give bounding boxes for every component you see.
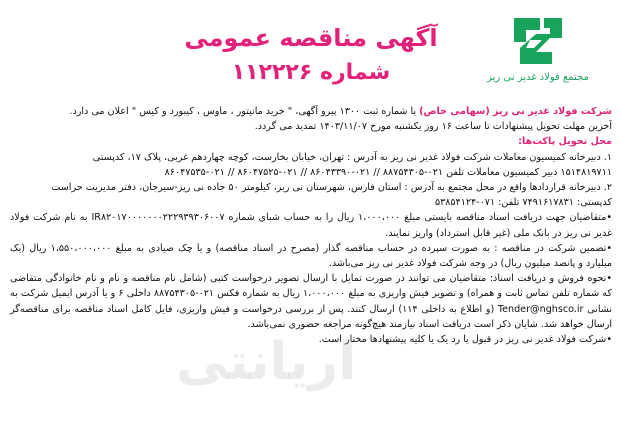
delivery-item-1: ۱. دبیرخانه کمیسیون معاملات شرکت فولاد غدیر نی ریز به آدرس : تهران، خیابان بخارست، کوچه چهاردهم غربی، پلاک ۱۷، کدپستی (92, 151, 612, 163)
bullet-payment: •متقاضیان جهت دریافت اسناد مناقصه بایستی مبلغ ۱،۰۰۰،۰۰۰ ریال را به حساب شبای شماره IR۸۲۰۱۷۰۰۰۰۰۰۰۲۲۲۹۳۹۳۰۶۰۰۷ به نام شرکت فولاد غدیر نی ریز در بانک ملی (غیر قابل استرداد) واریز نمایند. (10, 212, 612, 239)
delivery-heading: محل تحویل پاکت‌ها: (518, 136, 612, 148)
bullet-rights: •شرکت فولاد غدیر نی ریز در قبول یا رد یک یا کلیه پیشنهادها مختار است. (318, 333, 612, 345)
company-name: شرکت فولاد غدیر نی ریز (سهامی خاص) (419, 106, 612, 117)
deadline-line: آخرین مهلت تحویل پیشنهادات تا ساعت ۱۶ روز یکشنبه مورخ ۱۴۰۳/۱۱/۰۷ تمدید می گردد. (254, 121, 612, 133)
watermark-text: اریانتی (176, 332, 357, 392)
bullet-guarantee: •تضمین شرکت در مناقصه : به صورت سپرده در حساب مناقصه گذار (مصرح در اسناد مناقصه) و یا چک صیادی به مبلغ ۱،۵۵۰،۰۰۰،۰۰۰ ریال (یک میلیارد و پانصد میلیون ریال) در وجه شرکت فولاد غدیر نی ریز می‌باشد. (10, 242, 612, 269)
delivery-item-2: ۲. دبیرخانه قراردادها واقع در محل مجتمع به آدرس : استان فارس، شهرستان نی ریز، کیلومتر ۵۰ جاده نی ریز-سیرجان، دفتر مدیریت حراست (51, 181, 612, 193)
logo-text: مجتمع فولاد غدیر نی ریز (487, 72, 589, 83)
delivery-item-1-contact: ۱۵۱۴۸۱۹۷۱۱ دبیر کمیسیون معاملات تلفن ۰۲۱-۸۸۷۵۴۳۰۵ // ۰۲۱-۸۶۰۴۳۳۹۰ // ۰۲۱-۸۶۰۴۷۵۲۵ // ۰۲۱-۸۶۰۴۷۵۳۵ (164, 166, 612, 178)
intro-line (10, 104, 612, 119)
delivery-item-2-contact: کدپستی: ۷۴۹۱۶۱۷۸۳۱ تلفن: ۰۷۱-۵۳۸۵۴۱۲۴ (434, 197, 612, 209)
ad-body (10, 104, 612, 347)
bullet-documents: •نحوه فروش و دریافت اسناد: متقاضیان می توانند در صورت تمایل با ارسال تصویر درخواست کتبی (شامل نام مناقصه و نام و نام خانوادگی متقاضی که شماره تلفن تماس ثابت و همراه) و تصویر فیش واریزی به مبلغ ۱،۰۰۰،۰۰۰ ریال به شماره فکس ۰۲۱-۸۸۷۵۴۳۰۵ داخلی ۶ و یا آدرس ایمیل شرکت به نشانی Tender@nghsco.ir (و اطلاع به داخلی ۱۱۴) ارسال کنند. پس از بررسی درخواست و فیش واریزی، فایل کامل اسناد مناقصه برای مناقصه‌گر ارسال خواهد شد. شایان ذکر است دریافت اسناد نیازمند هیچ‌گونه مراجعه حضوری نمی‌باشد. (10, 273, 613, 330)
page-title: آگهی مناقصه عمومی (184, 24, 438, 52)
tender-number: شماره ۱۱۲۲۲۶ (231, 60, 391, 85)
intro-rest: با شماره ثبت ۱۳۰۰ پیرو آگهی، " خرید مانیتور ، ماوس ، کیبورد و کیس " اعلان می دارد. (69, 106, 420, 117)
